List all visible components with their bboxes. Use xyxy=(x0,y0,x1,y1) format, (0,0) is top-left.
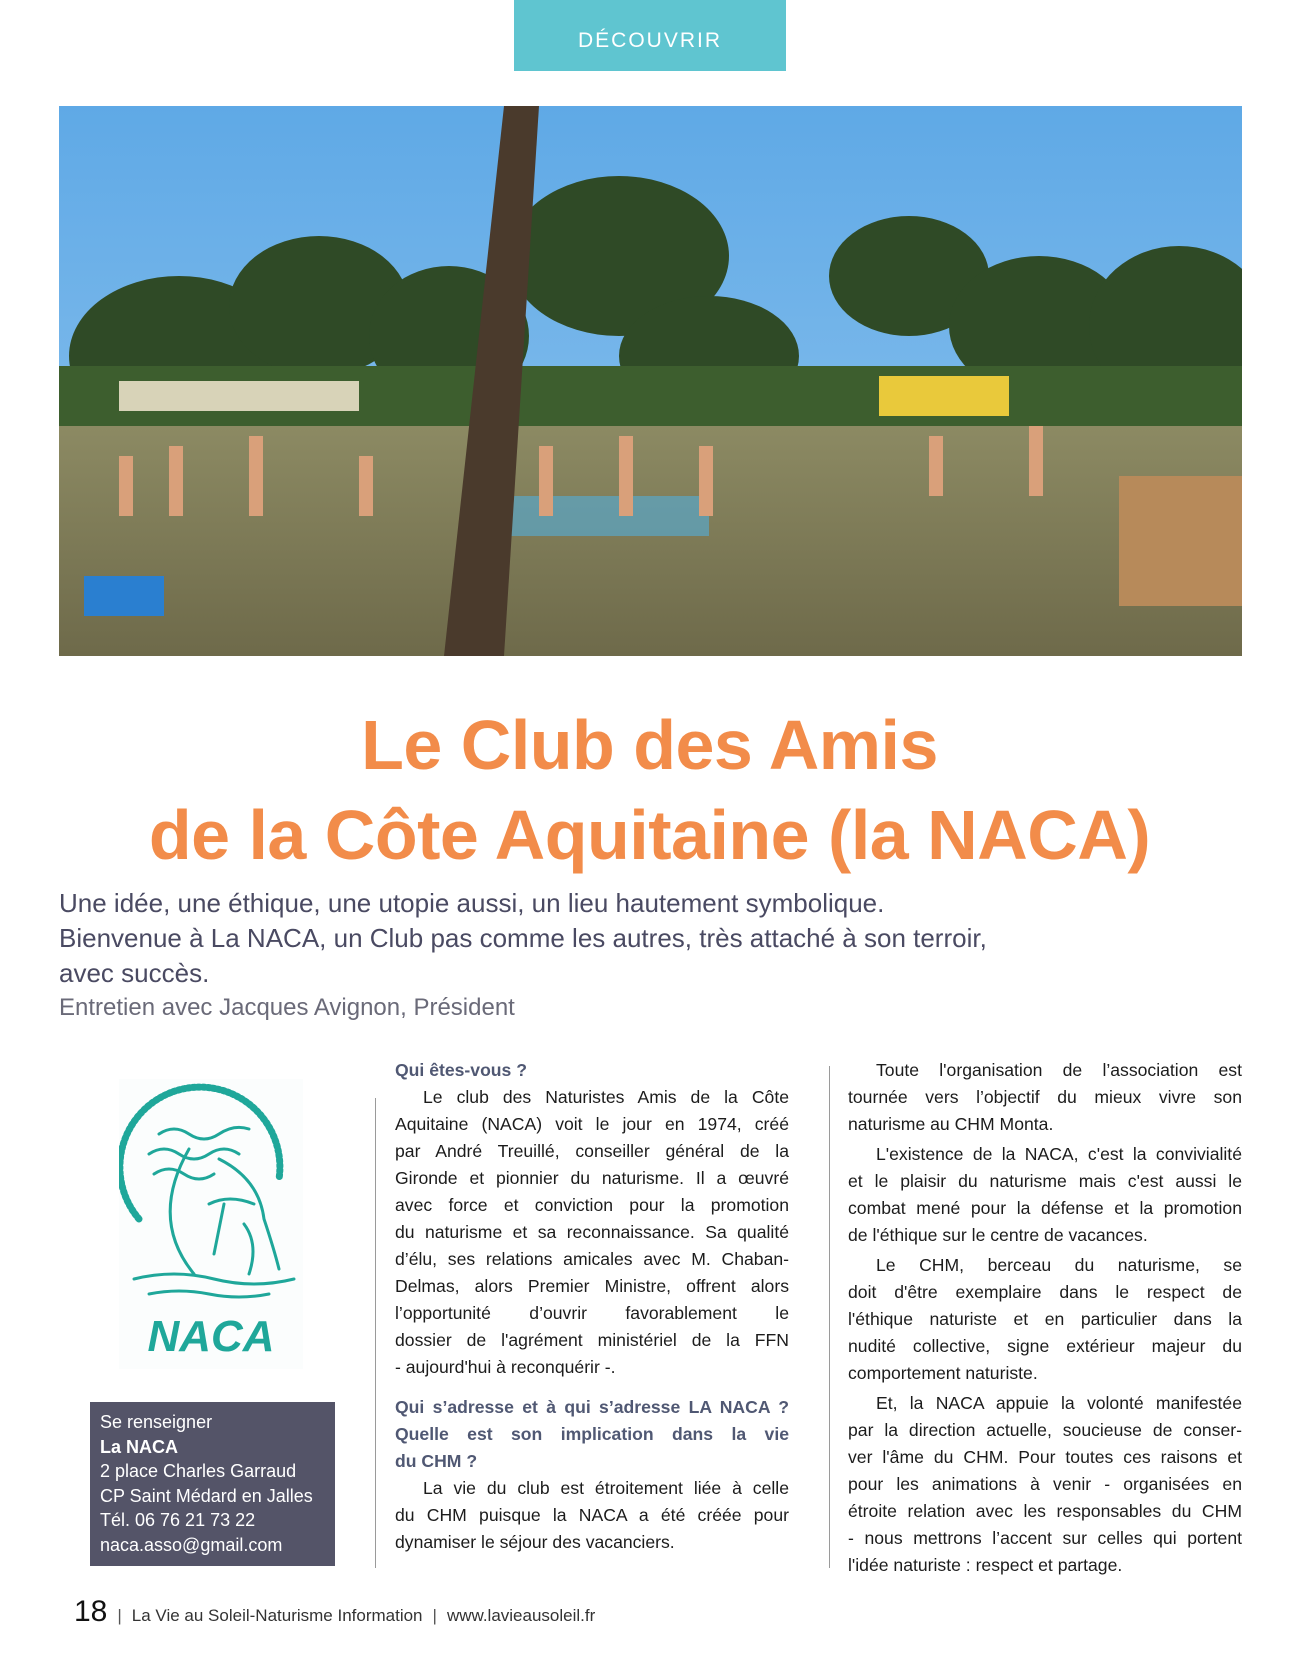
byline: Entretien avec Jacques Avignon, Président xyxy=(59,994,515,1021)
text-line: La vie du club est étroitement liée à celle xyxy=(423,1478,789,1498)
text-line: - nous mettrons l’accent sur celles qui portent xyxy=(848,1528,1242,1548)
text-line: L'existence de la NACA, c'est la convivialité xyxy=(876,1144,1242,1164)
text-line: ver l'âme du CHM. Pour toutes ces raisons et xyxy=(848,1447,1242,1467)
page-number: 18 xyxy=(74,1595,108,1628)
text-line: étroite relation avec les responsables du CHM xyxy=(848,1501,1242,1521)
text-line: dynamiser le séjour des vacanciers. xyxy=(395,1532,675,1552)
title-line-2: de la Côte Aquitaine (la NACA) xyxy=(148,796,1151,874)
text-line: du CHM ? xyxy=(395,1451,478,1471)
article-title xyxy=(0,700,1299,880)
info-email[interactable]: naca.asso@gmail.com xyxy=(100,1534,283,1555)
text-line: du CHM puisque la NACA a été créée pour xyxy=(395,1505,789,1525)
text-line: dossier de l'agrément ministériel de la FFN xyxy=(395,1330,789,1350)
subtitle-line-3: avec succès. xyxy=(59,958,210,988)
section-heading xyxy=(395,1394,789,1475)
info-name: La NACA xyxy=(100,1436,179,1457)
paragraph xyxy=(395,1084,789,1381)
text-line: comportement naturiste. xyxy=(848,1363,1038,1383)
publication-name: La Vie au Soleil-Naturisme Information xyxy=(131,1606,423,1625)
subtitle-line-2: Bienvenue à La NACA, un Club pas comme les autres, très attaché à son terroir, xyxy=(59,923,987,953)
info-heading: Se renseigner xyxy=(100,1412,213,1432)
text-line: combat mené pour la défense et la promotion xyxy=(848,1198,1242,1218)
paragraph xyxy=(848,1141,1242,1249)
text-line: pour les animations à venir - organisées en xyxy=(848,1474,1242,1494)
text-line: tournée vers l’objectif du mieux vivre son xyxy=(848,1087,1242,1107)
contact-info-box xyxy=(90,1402,335,1566)
article-subtitle xyxy=(59,886,1249,991)
text-line: Qui êtes-vous ? xyxy=(395,1060,527,1080)
text-line: Le CHM, berceau du naturisme, se xyxy=(876,1255,1242,1275)
text-line: avec force et conviction pour la promotion xyxy=(395,1195,789,1215)
website-link[interactable]: www.lavieausoleil.fr xyxy=(446,1606,596,1625)
text-line: Aquitaine (NACA) voit le jour en 1974, créé xyxy=(395,1114,789,1134)
text-line: Gironde et pionnier du naturisme. Il a œuvré xyxy=(395,1168,789,1188)
text-line: l'idée naturiste : respect et partage. xyxy=(848,1555,1123,1575)
section-heading xyxy=(395,1057,789,1084)
paragraph xyxy=(848,1390,1242,1579)
column-divider-right xyxy=(829,1066,830,1568)
info-city: CP Saint Médard en Jalles xyxy=(100,1485,313,1506)
text-line: l'éthique naturiste et en particulier dans la xyxy=(848,1309,1242,1329)
column-divider-left xyxy=(375,1098,376,1568)
header-photo xyxy=(59,106,1242,656)
text-line: par André Treuillé, conseiller général de la xyxy=(395,1141,789,1161)
text-line: Delmas, alors Premier Ministre, offrent alors xyxy=(395,1276,789,1296)
text-line: Quelle est son implication dans la vie xyxy=(395,1424,789,1444)
page-footer xyxy=(74,1595,595,1629)
text-line: d’élu, ses relations amicales avec M. Chaban- xyxy=(395,1249,789,1269)
middle-column xyxy=(395,1057,789,1559)
text-line: l’opportunité d’ouvrir favorablement le xyxy=(395,1303,789,1323)
text-line: et le plaisir du naturisme mais c'est aussi le xyxy=(848,1171,1242,1191)
text-line: par la direction actuelle, soucieuse de conser- xyxy=(848,1420,1242,1440)
naca-logo-figure-icon xyxy=(119,1079,303,1369)
footer-separator: | xyxy=(117,1606,122,1625)
footer-separator: | xyxy=(432,1606,437,1625)
info-address: 2 place Charles Garraud xyxy=(100,1461,297,1481)
text-line: nudité collective, signe extérieur majeur du xyxy=(848,1336,1242,1356)
svg-text:NACA: NACA xyxy=(147,1312,275,1361)
paragraph xyxy=(848,1057,1242,1138)
right-column xyxy=(848,1057,1242,1582)
text-line: de l'éthique sur le centre de vacances. xyxy=(848,1225,1148,1245)
paragraph xyxy=(395,1475,789,1556)
naca-logo xyxy=(119,1079,303,1369)
text-line: - aujourd'hui à reconquérir -. xyxy=(395,1357,616,1377)
title-line-1: Le Club des Amis xyxy=(361,706,938,784)
paragraph xyxy=(848,1252,1242,1387)
info-phone: Tél. 06 76 21 73 22 xyxy=(100,1510,256,1530)
section-tab: DÉCOUVRIR xyxy=(514,0,786,71)
text-line: doit d'être exemplaire dans le respect de xyxy=(848,1282,1242,1302)
text-line: du naturisme et sa reconnaissance. Sa qualité xyxy=(395,1222,789,1242)
text-line: Le club des Naturistes Amis de la Côte xyxy=(423,1087,789,1107)
text-line: Et, la NACA appuie la volonté manifestée xyxy=(876,1393,1242,1413)
campsite-photo xyxy=(59,106,1242,656)
text-line: Qui s’adresse et à qui s’adresse LA NACA ? xyxy=(395,1397,789,1417)
subtitle-line-1: Une idée, une éthique, une utopie aussi, un lieu hautement symbolique. xyxy=(59,888,885,918)
text-line: Toute l'organisation de l’association est xyxy=(876,1060,1242,1080)
text-line: naturisme au CHM Monta. xyxy=(848,1114,1054,1134)
